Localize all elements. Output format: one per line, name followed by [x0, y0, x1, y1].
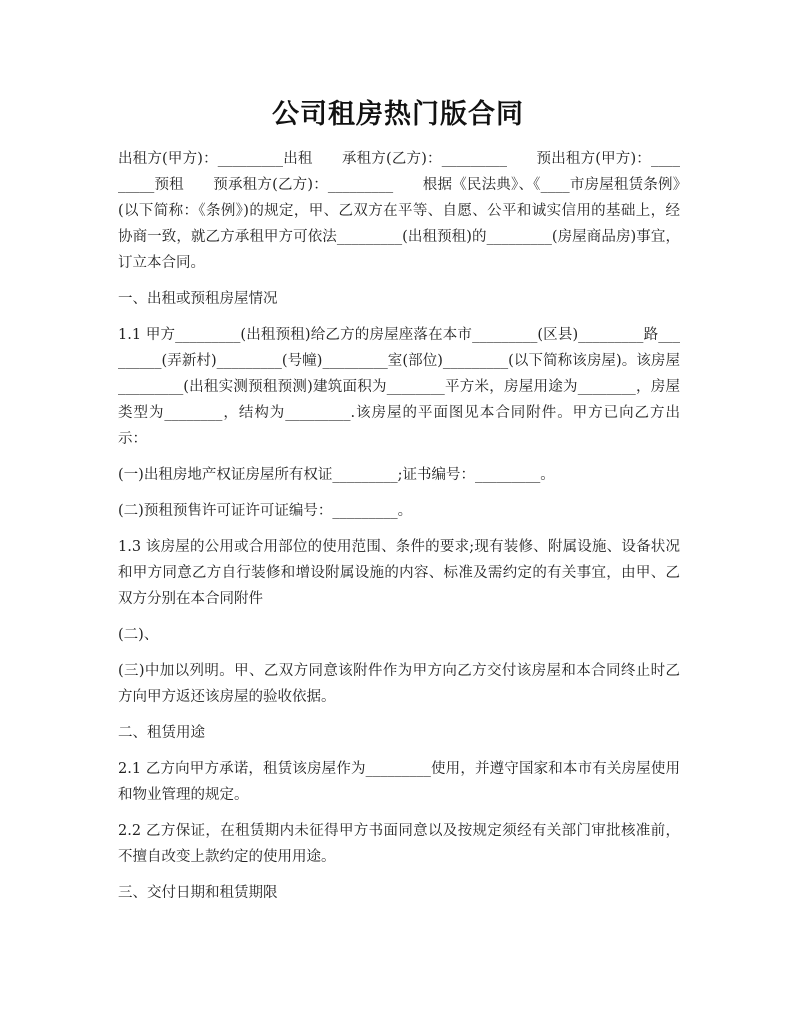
section-heading-1: 一、出租或预租房屋情况	[118, 291, 278, 307]
paragraph-2-1: 2.1 乙方向甲方承诺，租赁该房屋作为_________使用，并遵守国家和本市有关房屋使用和物业管理的规定。	[118, 761, 680, 803]
paragraph-certificate: (一)出租房地产权证房屋所有权证_________;证书编号：_________。	[118, 467, 555, 483]
paragraph-presale-permit: (二)预租预售许可证许可证编号：_________。	[118, 503, 413, 519]
paragraph-attachment-3: (三)中加以列明。甲、乙双方同意该附件作为甲方向乙方交付该房屋和本合同终止时乙方向甲方返还该房屋的验收依据。	[118, 663, 680, 705]
section-heading-3: 三、交付日期和租赁期限	[118, 885, 278, 901]
paragraph-parties: 出租方(甲方)：_________出租 承租方(乙方)：_________ 预出租方(甲方)：_________预租 预承租方(乙方)：_________ 根据《民法典》、《____市房屋租赁条例》(以下简称：《条例》)的规定，甲、乙双方在平等、自愿、公平和诚实信用的基础上，经协商一致，就乙方承租甲方可依法_________(出租预租)的_________(房屋商品房)事宜，订立本合同。	[118, 151, 680, 271]
paragraph-attachment-2: (二)、	[118, 627, 159, 643]
paragraph-1-3: 1.3 该房屋的公用或合用部位的使用范围、条件的要求;现有装修、附属设施、设备状况和甲方同意乙方自行装修和增设附属设施的内容、标准及需约定的有关事宜，由甲、乙双方分别在本合同附件	[118, 539, 680, 607]
section-heading-2: 二、租赁用途	[118, 725, 205, 741]
paragraph-2-2: 2.2 乙方保证，在租赁期内未征得甲方书面同意以及按规定须经有关部门审批核准前，不擅自改变上款约定的使用用途。	[118, 823, 680, 865]
paragraph-1-1: 1.1 甲方_________(出租预租)给乙方的房屋座落在本市_________(区县)_________路_________(弄新村)_________(号幢)_________室(部位)_________(以下简称该房屋)。该房屋_________(出租实测预租预测)建筑面积为________平方米，房屋用途为________，房屋类型为________，结构为_________.该房屋的平面图见本合同附件。甲方已向乙方出示：	[118, 327, 680, 447]
document-body	[118, 146, 680, 916]
document-title: 公司租房热门版合同	[272, 99, 524, 130]
